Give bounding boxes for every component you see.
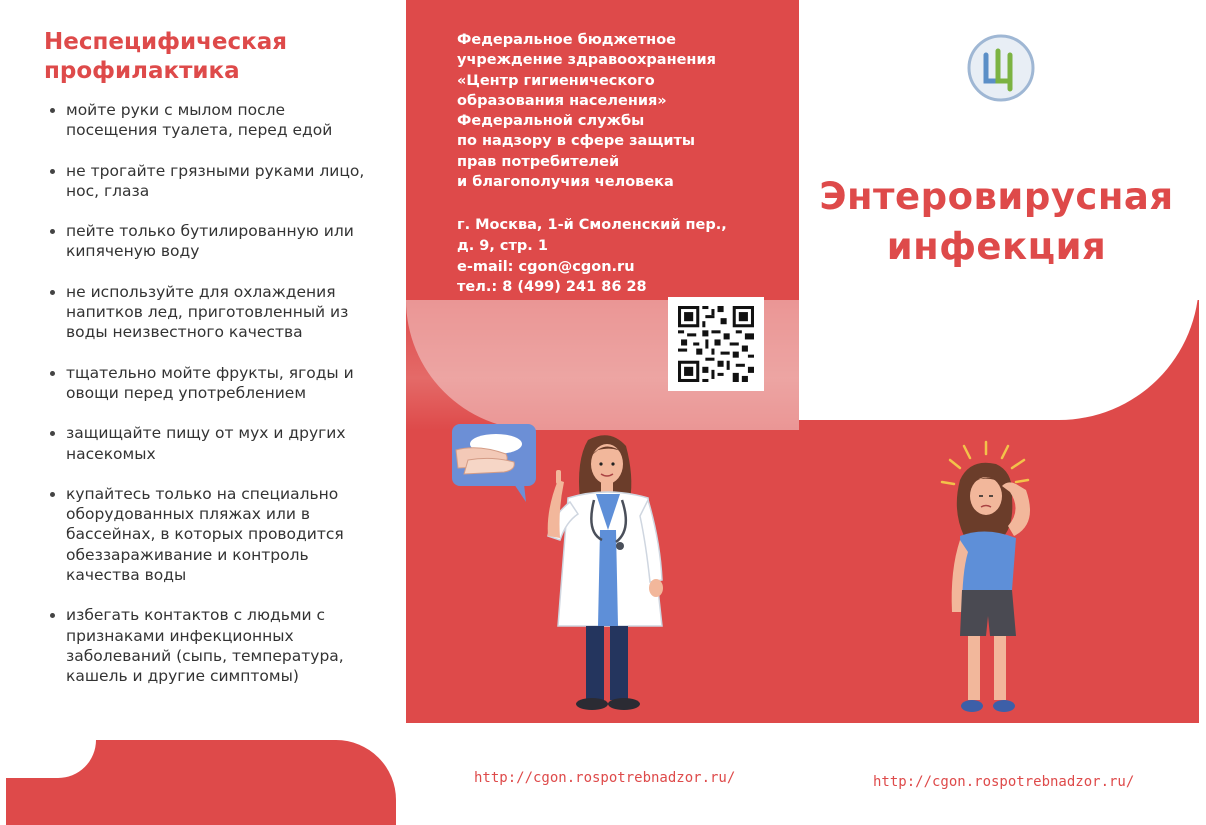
website-link[interactable]: http://cgon.rospotrebnadzor.ru/ [474,770,736,786]
address-line: г. Москва, 1-й Смоленский пер., [457,217,727,233]
org-line: «Центр гигиенического [457,72,655,89]
title-line: Энтеровирусная [819,175,1174,218]
prevention-tip: не используйте для охлаждения напитков лед, приготовленный из воды неизвестного качества [48,282,378,343]
brochure-title [800,172,1193,272]
prevention-title: Неспецифическая профилактика [44,29,287,84]
title-line: инфекция [886,225,1107,268]
decorative-red-shape [6,740,396,825]
cgon-logo-icon [966,33,1036,103]
left-panel [0,0,400,825]
org-line: прав потребителей [457,153,620,170]
org-line: по надзору в сфере защиты [457,133,696,150]
org-line: Федеральное бюджетное [457,32,676,48]
sick-girl-illustration [930,440,1060,720]
qr-code-icon [678,306,754,382]
prevention-tip: тщательно мойте фрукты, ягоды и овощи перед употреблением [48,363,378,404]
contact-info [457,215,787,298]
prevention-tip: избегать контактов с людьми с признаками инфекционных заболеваний (сыпь, температура, кашель и другие симптомы) [48,605,378,686]
prevention-tip: пейте только бутилированную или кипяченую воду [48,221,378,262]
org-line: учреждение здравоохранения [457,52,716,69]
email-line: e-mail: cgon@cgon.ru [457,258,635,275]
prevention-tip: не трогайте грязными руками лицо, нос, глаза [48,161,378,202]
prevention-tip: купайтесь только на специально оборудованных пляжах или в бассейнах, в которых проводится обеззараживание и контроль качества воды [48,484,378,585]
org-line: Федеральной службы [457,113,645,130]
org-line: и благополучия человека [457,174,674,191]
prevention-tip: защищайте пищу от мух и других насекомых [48,423,378,464]
org-line: образования населения» [457,92,667,109]
phone-line: тел.: 8 (499) 241 86 28 [457,279,647,296]
prevention-list [48,100,378,687]
doctor-illustration [448,420,678,720]
prevention-tip: мойте руки с мылом после посещения туалета, перед едой [48,100,378,141]
qr-code [668,297,764,391]
website-link[interactable]: http://cgon.rospotrebnadzor.ru/ [873,774,1135,790]
organization-name [457,30,787,192]
address-line: д. 9, стр. 1 [457,237,548,254]
